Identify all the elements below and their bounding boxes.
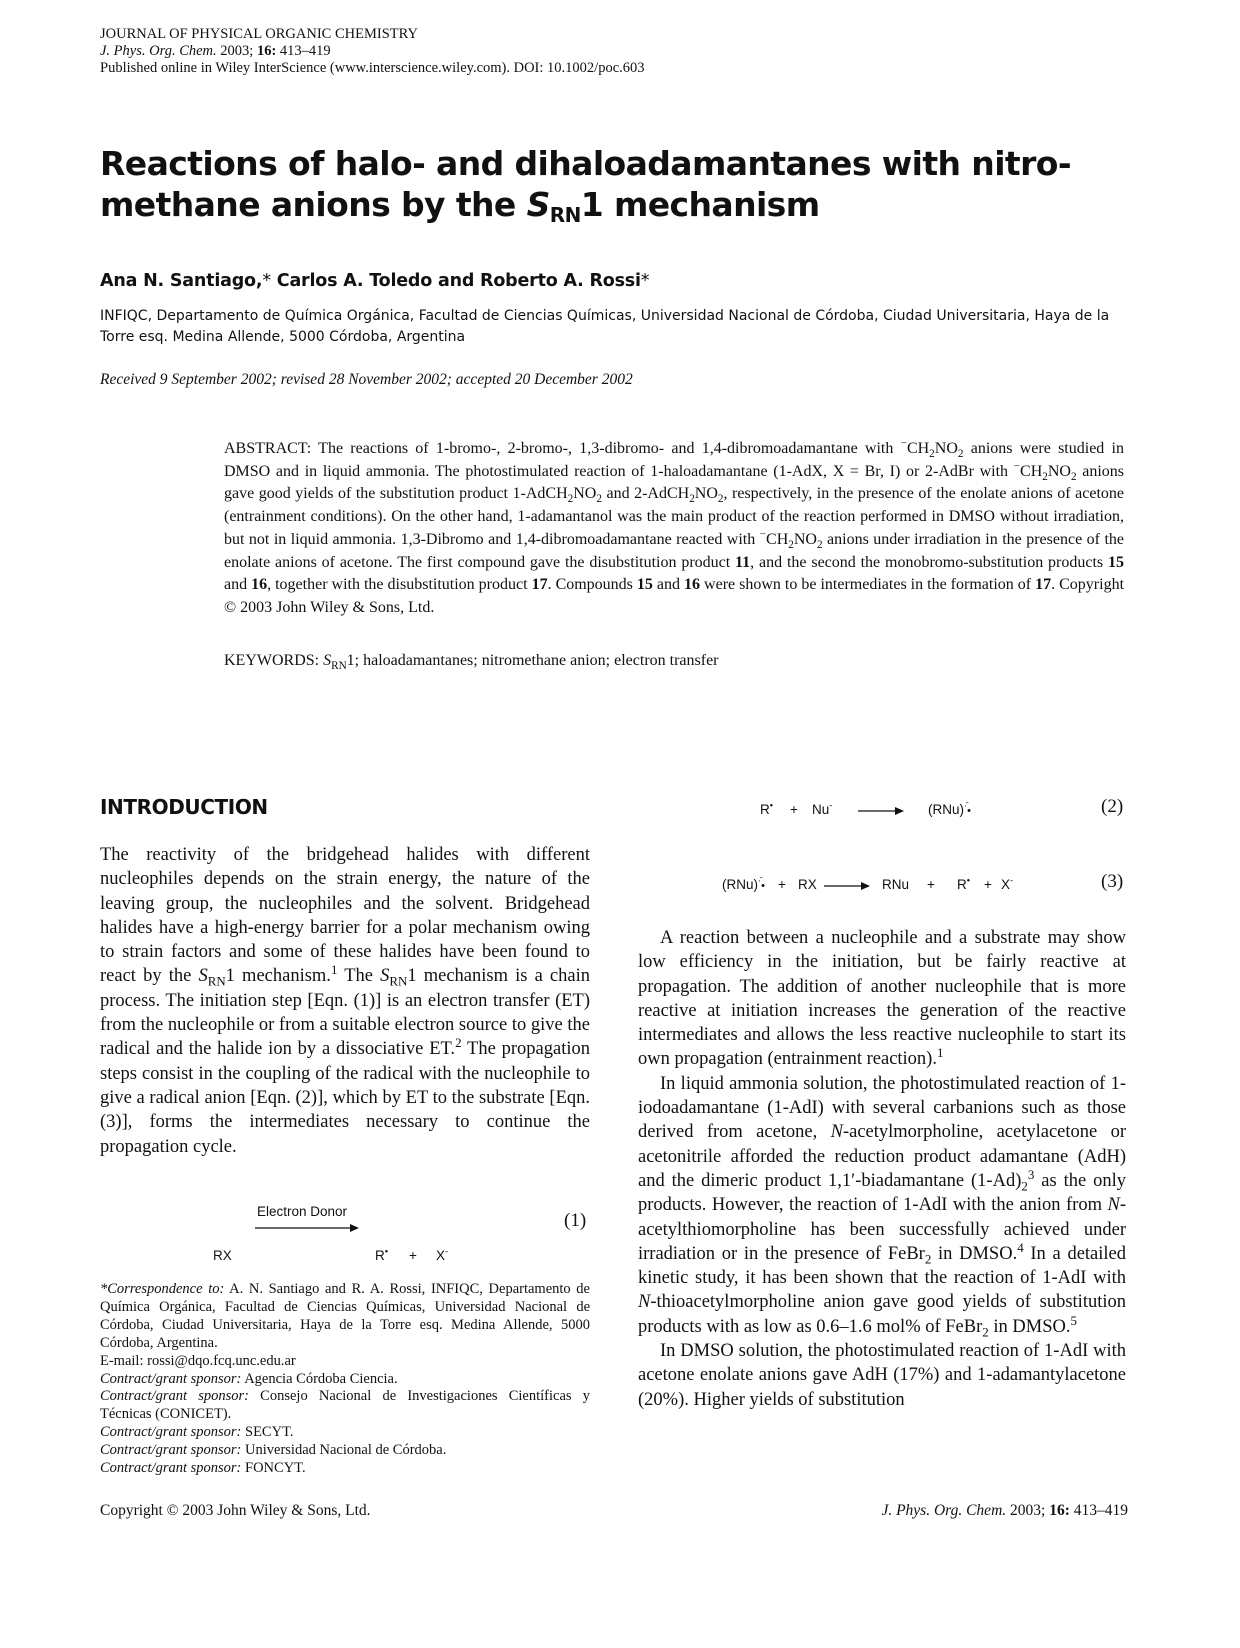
footer-copyright: Copyright © 2003 John Wiley & Sons, Ltd.: [100, 1502, 371, 1519]
eq1-number: (1): [564, 1210, 587, 1231]
footer-citation: J. Phys. Org. Chem. 2003; 16: 413–419: [881, 1502, 1128, 1519]
published-online: Published online in Wiley InterScience (www.interscience.wiley.com). DOI: 10.1002/poc.603: [100, 60, 645, 76]
correspondence-footnote: *Correspondence to: A. N. Santiago and R. A. Rossi, INFIQC, Departamento de Química Orgánica, Facultad de Ciencias Químicas, Universidad Nacional de Córdoba, Ciudad Universitaria, Haya de la Torre esq. Medina Allende, 5000 Córdoba, Argentina. E-mail: rossi@dqo.fcq.unc.edu.ar Contract/grant sponsor: Agencia Córdoba Ciencia. Contract/grant sponsor: Consejo Nacional de Investigaciones Científicas y Técnicas (CONICET). Contract/grant sponsor: SECYT. Contract/grant sponsor: Universidad Nacional de Córdoba. Contract/grant sponsor: FONCYT.: [100, 1281, 590, 1477]
eq1-halide: X-: [436, 1246, 449, 1263]
eq2-radical-anion: (RNu)·̄•: [928, 800, 972, 817]
journal-citation: J. Phys. Org. Chem. 2003; 16: 413–419: [100, 43, 331, 59]
eq2-number: (2): [1101, 796, 1124, 817]
intro-paragraph-1: The reactivity of the bridgehead halides with different nucleophiles depends on the strain energy, the nature of the leaving group, the nucleophiles and the solvent. Bridgehead halides have a high-energy barrier for a polar mechanism owing to strain factors and some of these halides have been found to react by the $S_{RN}1$ mechanism.$^1$ The $S_{RN}1$ mechanism is a chain process. The initiation step [Eqn. (1)] is an electron transfer (ET) from the nucleophile or from a suitable electron source to give the radical and the halide ion by a dissociative ET.$^2$ The propagation steps consist in the coupling of the radical with the nucleophile to give a radical anion [Eqn. (2)], which by ET to the substrate [Eqn. (3)], forms the intermediates necessary to continue the propagation cycle.: [100, 845, 590, 1157]
eq3-product: RNu: [882, 877, 910, 892]
eq1-plus: +: [409, 1248, 417, 1263]
intro-paragraphs-right: A reaction between a nucleophile and a substrate may show low efficiency in the initiation, but be fairly reactive at propagation. The addition of another nucleophile that is more reactive at initiation increases the generation of the reactive intermediates and allows the less reactive nucleophile to start its own propagation (entrainment reaction).$^1$ In liquid ammonia solution, the photostimulated reaction of 1-iodoadamantane (1-AdI) with several carbanions such as those derived from acetone, N-acetylmorpholine, acetylacetone or acetonitrile afforded the reduction product adamantane (AdH) and the dimeric product 1,1′-biadamantane $(1-Ad)_2^3$ as the only products. However, the reaction of 1-AdI with the anion from N-acetylthiomorpholine has been successfully achieved under irradiation or in the presence of FeBr$_2$ in DMSO.$^4$ In a detailed kinetic study, it has been shown that the reaction of 1-AdI with N-thioacetylmorpholine anion gave good yields of substitution products with as low as 0.6–1.6 mol% of FeBr$_2$ in DMSO.$^5$ In DMSO solution, the photostimulated reaction of 1-AdI with acetone enolate anions gave AdH (17%) and 1-adamantylacetone (20%). Higher yields of substitution: [638, 928, 1126, 1410]
keywords: KEYWORDS: $S_{RN}1$; haloadamantanes; nitromethane anion; electron transfer: [224, 652, 719, 673]
authors: Ana N. Santiago,* Carlos A. Toledo and Roberto A. Rossi*: [100, 271, 650, 291]
eq2-plus: +: [790, 802, 798, 817]
received-dates: Received 9 September 2002; revised 28 November 2002; accepted 20 December 2002: [100, 371, 633, 388]
eq2-arrow-icon: [858, 805, 904, 817]
eq3-plus-1: +: [778, 877, 786, 892]
eq1-arrow-label: Electron Donor: [257, 1204, 348, 1219]
eq3-plus-2: +: [927, 877, 935, 892]
eq1-lhs: RX: [213, 1248, 232, 1263]
eq3-arrow-icon: [824, 880, 870, 892]
eq3-substrate: RX: [798, 877, 817, 892]
eq2-radical: R•: [760, 800, 774, 817]
eq3-plus-3: +: [984, 877, 992, 892]
journal-header: [100, 26, 645, 77]
eq1-arrow-icon: [255, 1222, 359, 1234]
eq3-number: (3): [1101, 871, 1124, 892]
article-title: Reactions of halo- and dihaloadamantanes with nitro- methane anions by the $S_{RN}1$ mechanism: [100, 144, 1071, 227]
eq3-radical-anion: (RNu)·̄•: [722, 875, 766, 892]
section-heading-introduction: INTRODUCTION: [100, 795, 268, 819]
eq1-radical: R•: [375, 1246, 389, 1263]
eq3-radical: R•: [957, 875, 971, 892]
eq3-halide: X-: [1001, 875, 1014, 892]
affiliation: INFIQC, Departamento de Química Orgánica, Facultad de Ciencias Químicas, Universidad Nacional de Córdoba, Ciudad Universitaria, Haya de la Torre esq. Medina Allende, 5000 Córdoba, Argentina: [100, 308, 1110, 345]
journal-name: JOURNAL OF PHYSICAL ORGANIC CHEMISTRY: [100, 26, 418, 42]
eq2-nucleophile: Nu-: [812, 800, 833, 817]
email: E-mail: rossi@dqo.fcq.unc.edu.ar: [100, 1352, 296, 1369]
abstract: ABSTRACT: The reactions of 1-bromo-, 2-bromo-, 1,3-dibromo- and 1,4-dibromoadamantane with $^-CH_2NO_2$ anions were studied in DMSO and in liquid ammonia. The photostimulated reaction of 1-haloadamantane (1-AdX, X = Br, I) or 2-AdBr with $^-CH_2NO_2$ anions gave good yields of the substitution product $1-AdCH_2NO_2$ and $2-AdCH_2NO_2$, respectively, in the presence of the enolate anions of acetone (entrainment conditions). On the other hand, 1-adamantanol was the main product of the reaction performed in DMSO without irradiation, but not in liquid ammonia. 1,3-Dibromo and 1,4-dibromoadamantane reacted with $^-CH_2NO_2$ anions under irradiation in the presence of the enolate anions of acetone. The first compound gave the disubstitution product 11, and the second the monobromo-substitution products 15 and 16, together with the disubstitution product 17. Compounds 15 and 16 were shown to be intermediates in the formation of 17. Copyright © 2003 John Wiley & Sons, Ltd.: [224, 437, 1125, 616]
